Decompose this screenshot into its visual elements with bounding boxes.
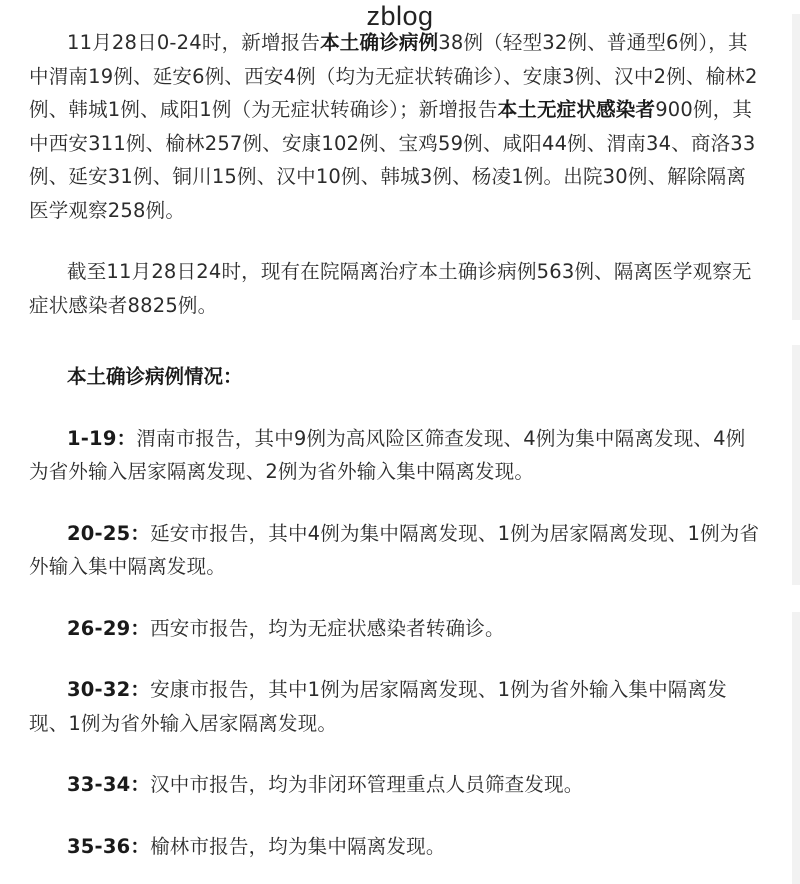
case-range-label: 1-19：: [67, 426, 137, 450]
case-range-label: 33-34：: [67, 773, 151, 796]
case-description: 汉中市报告，均为非闭环管理重点人员筛查发现。: [150, 773, 584, 796]
case-description: 延安市报告，其中4例为集中隔离发现、1例为居家隔离发现、1例为省外输入集中隔离发现。: [29, 521, 760, 578]
text-segment: 900例，其中西安311例、榆林257例、安康102例、宝鸡59例、咸阳44例、渭南34、商洛33例、延安31例、铜川15例、汉中10例、韩城3例、杨凌1例。出院30例、解除隔离医学观察258例。: [29, 98, 756, 222]
case-item: [29, 673, 761, 740]
side-strip-2: [792, 345, 800, 585]
text-segment: 38例（轻型32例、普通型6例），其中渭南19例、延安6例、西安4例（均为无症状转确诊）、安康3例、汉中2例、榆林2例、韩城1例、咸阳1例（为无症状转确诊）；新增报告: [29, 31, 758, 121]
text-segment: 11月28日0-24时，新增报告: [67, 31, 321, 54]
case-range-label: 20-25：: [67, 521, 151, 545]
side-strip-3: [792, 612, 800, 884]
section-heading: 本土确诊病例情况：: [67, 365, 243, 388]
case-description: 渭南市报告，其中9例为高风险区筛查发现、4例为集中隔离发现、4例为省外输入居家隔离发现、2例为省外输入集中隔离发现。: [29, 426, 746, 483]
case-range-label: 30-32：: [67, 678, 151, 701]
case-item: [29, 830, 761, 864]
case-description: 西安市报告，均为无症状感染者转确诊。: [150, 616, 505, 640]
case-item: [29, 612, 761, 646]
side-strip-1: [792, 14, 800, 320]
article-body: [29, 26, 761, 863]
watermark: zblog: [366, 1, 434, 31]
case-range-label: 35-36：: [67, 834, 151, 858]
paragraph-cumulative: 截至11月28日24时，现有在院隔离治疗本土确诊病例563例、隔离医学观察无症状感染者8825例。: [29, 260, 752, 317]
case-item: [29, 422, 761, 489]
bold-local-confirmed: 本土确诊病例: [320, 31, 439, 54]
bold-local-asymptomatic: 本土无症状感染者: [497, 98, 656, 121]
case-item: [29, 517, 761, 584]
case-item: [29, 768, 761, 802]
paragraph-daily-report: [29, 26, 761, 227]
case-description: 安康市报告，其中1例为居家隔离发现、1例为省外输入集中隔离发现、1例为省外输入居家隔离发现。: [29, 678, 727, 735]
case-range-label: 26-29：: [67, 616, 151, 640]
case-description: 榆林市报告，均为集中隔离发现。: [150, 834, 446, 858]
